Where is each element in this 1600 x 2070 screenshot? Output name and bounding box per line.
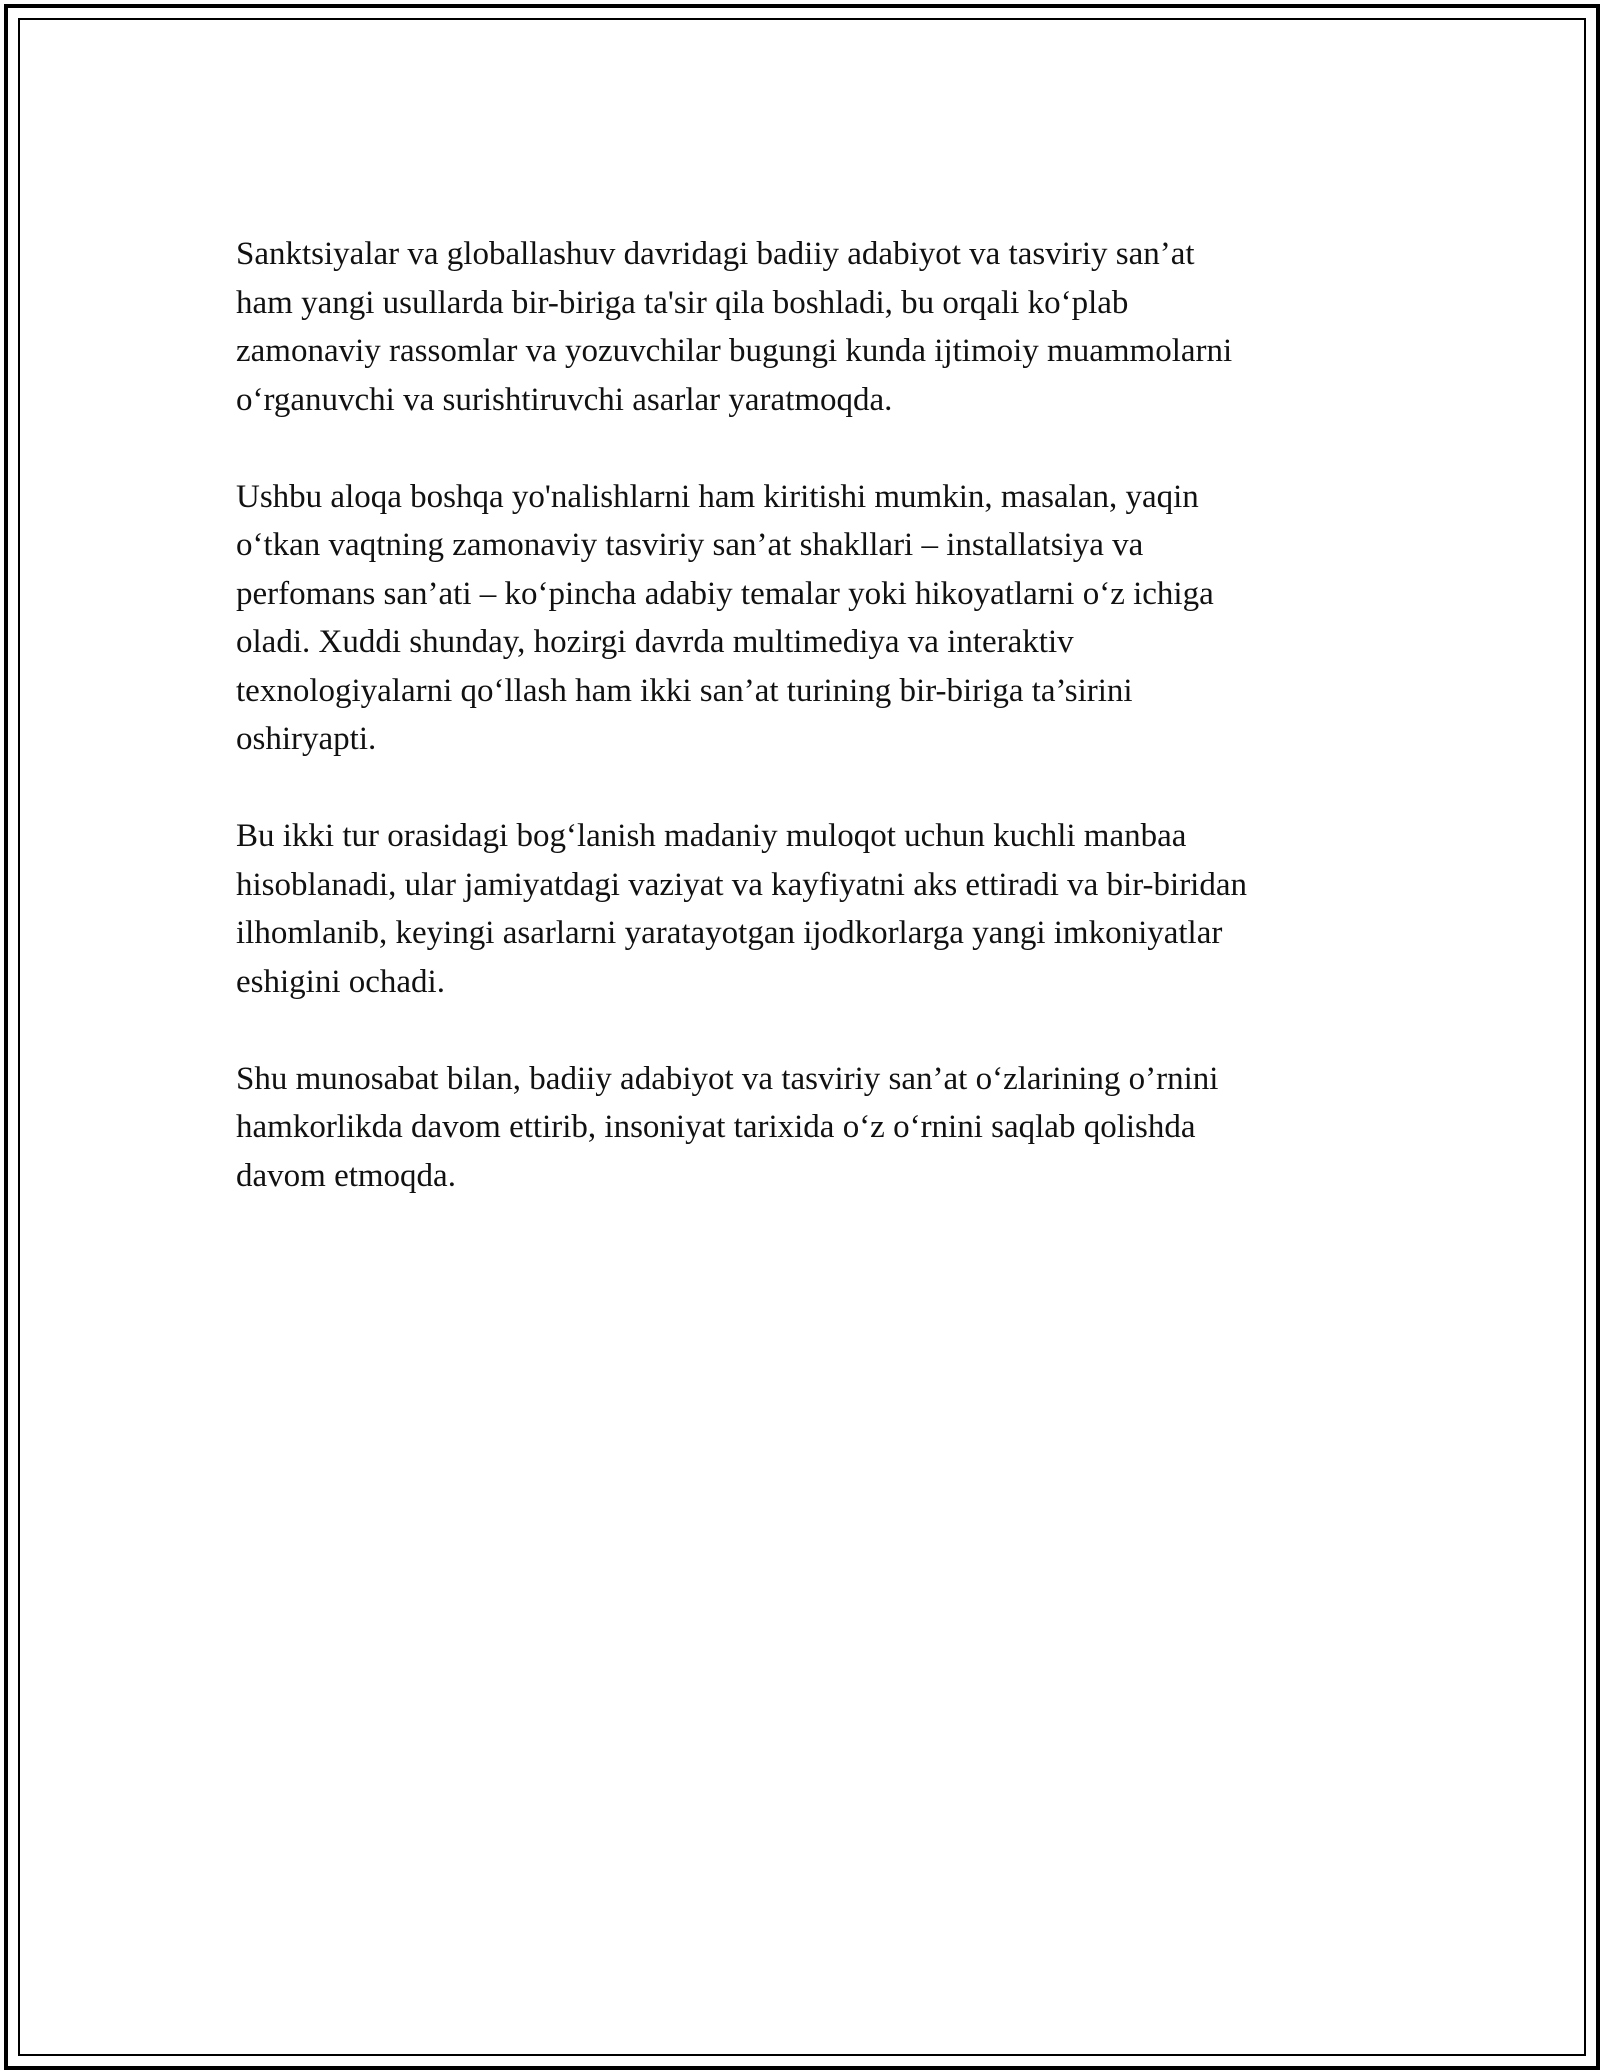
text-line: hamkorlikda davom ettirib, insoniyat tarixida o‘z o‘rnini saqlab qolishda [236, 1109, 1196, 1145]
text-line: davom etmoqda. [236, 1157, 456, 1194]
text-line: texnologiyalarni qo‘llash ham ikki san’at turining bir-biriga ta’sirini [236, 672, 1133, 709]
text-line: ham yangi usullarda bir-biriga ta'sir qila boshladi, bu orqali ko‘plab [236, 284, 1129, 321]
paragraph-2 [236, 473, 1366, 764]
paragraph-3 [236, 812, 1366, 1006]
text-line: oladi. Xuddi shunday, hozirgi davrda multimediya va interaktiv [236, 624, 1074, 660]
text-line: Shu munosabat bilan, badiiy adabiyot va tasviriy san’at o‘zlarining o’rnini [236, 1060, 1219, 1097]
text-line: o‘tkan vaqtning zamonaviy tasviriy san’at shakllari – installatsiya va [236, 527, 1144, 563]
text-line: Bu ikki tur orasidagi bog‘lanish madaniy muloqot uchun kuchli manbaa [236, 818, 1187, 854]
text-line: hisoblanadi, ular jamiyatdagi vaziyat va kayfiyatni aks ettiradi va bir-biridan [236, 866, 1247, 903]
text-line: Ushbu aloqa boshqa yo'nalishlarni ham kiritishi mumkin, masalan, yaqin [236, 478, 1199, 515]
text-line: eshigini ochadi. [236, 963, 445, 1000]
text-line: Sanktsiyalar va globallashuv davridagi badiiy adabiyot va tasviriy san’at [236, 236, 1195, 272]
document-body [236, 230, 1366, 1249]
paragraph-1 [236, 230, 1366, 424]
text-line: zamonaviy rassomlar va yozuvchilar bugungi kunda ijtimoiy muammolarni [236, 333, 1233, 369]
text-line: ilhomlanib, keyingi asarlarni yaratayotgan ijodkorlarga yangi imkoniyatlar [236, 915, 1223, 951]
text-line: perfomans san’ati – ko‘pincha adabiy temalar yoki hikoyatlarni o‘z ichiga [236, 575, 1214, 612]
paragraph-4 [236, 1055, 1366, 1201]
text-line: oshiryapti. [236, 721, 377, 757]
text-line: o‘rganuvchi va surishtiruvchi asarlar yaratmoqda. [236, 381, 893, 418]
